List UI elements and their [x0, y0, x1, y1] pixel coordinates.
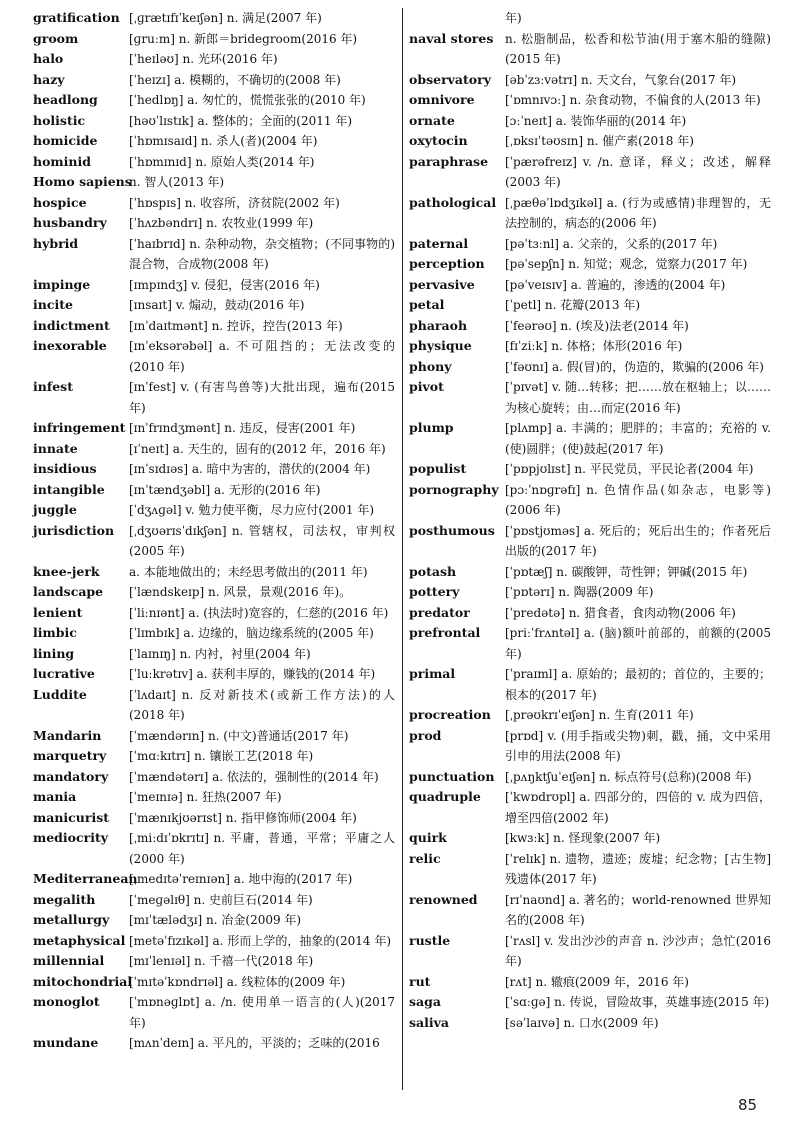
definition: [pəˈtɜːnl] a. 父亲的，父系的(2017 年): [505, 236, 718, 251]
headword: prod: [409, 727, 442, 743]
definition: [ˈpredətə] n. 猎食者，食肉动物(2006 年): [505, 605, 736, 620]
definition: [ˈlaɪnɪŋ] n. 内衬，衬里(2004 年): [129, 646, 311, 661]
definition: [ˌprəʊkrɪˈeɪʃən] n. 生育(2011 年): [505, 708, 694, 722]
definition: [ˌɡrætɪfɪˈkeɪʃən] n. 满足(2007 年): [129, 11, 322, 25]
headword: pervasive: [409, 276, 475, 292]
definition: [ˈmeɡəlɪθ] n. 史前巨石(2014 年): [129, 892, 313, 907]
glossary-entry: [409, 582, 771, 603]
glossary-entry: [409, 1013, 771, 1034]
headword: mediocrity: [33, 830, 108, 845]
glossary-entry: [33, 29, 395, 50]
left-column: [33, 8, 395, 1054]
headword: potash: [409, 563, 457, 579]
glossary-entry: [409, 295, 771, 316]
glossary-entry: [409, 623, 771, 664]
headword: groom: [33, 30, 79, 46]
glossary-entry: [409, 377, 771, 418]
definition: [əbˈzɜːvətrɪ] n. 天文台，气象台(2017 年): [505, 72, 737, 87]
glossary-entry: [33, 808, 395, 829]
definition: [plʌmp] a. 丰满的；肥胖的；丰富的；充裕的 v. (使)圆胖；(使)鼓起(2017 年): [505, 421, 771, 456]
glossary-entry: [33, 377, 395, 418]
headword: Mediterranean: [33, 871, 138, 886]
glossary-entry: [409, 29, 771, 70]
glossary-entry: [33, 828, 395, 869]
headword: manicurist: [33, 809, 110, 825]
headword: mundane: [33, 1035, 99, 1050]
definition: [ˈdʒʌɡəl] v. 勉力使平衡，尽力应付(2001 年): [129, 503, 375, 517]
glossary-entry: [33, 459, 395, 480]
headword: metaphysical: [33, 932, 126, 948]
headword: ornate: [409, 112, 455, 128]
glossary-entry: [33, 213, 395, 234]
definition: [ˈmeɪnɪə] n. 狂热(2007 年): [129, 790, 282, 804]
headword: innate: [33, 440, 78, 456]
headword: husbandry: [33, 215, 107, 230]
definition: [ɪnˈtændʒəbl] a. 无形的(2016 年): [129, 482, 321, 497]
headword: hybrid: [33, 235, 79, 251]
definition: [pəˈsepʃn] n. 知觉；观念，觉察力(2017 年): [505, 257, 748, 271]
headword: hospice: [33, 194, 87, 210]
headword: gratification: [33, 10, 120, 25]
definition: [ˈfeərəʊ] n. (埃及)法老(2014 年): [505, 318, 689, 333]
headword: impinge: [33, 276, 91, 292]
glossary-entry: [33, 869, 395, 890]
glossary-entry: [409, 131, 771, 152]
definition: [ˈhedlɒŋ] a. 匆忙的，慌慌张张的(2010 年): [129, 93, 366, 107]
glossary-entry: [409, 275, 771, 296]
definition: [ˈfəʊnɪ] a. 假(冒)的，伪造的，欺骗的(2006 年): [505, 359, 764, 374]
glossary-entry: [409, 787, 771, 828]
headword: perception: [409, 256, 485, 271]
definition: a. 本能地做出的；未经思考做出的(2011 年): [129, 564, 368, 579]
definition: [səˈlaɪvə] n. 口水(2009 年): [505, 1015, 659, 1030]
headword: monoglot: [33, 994, 100, 1009]
headword: observatory: [409, 71, 491, 87]
glossary-entry: [409, 521, 771, 562]
glossary-entry: [409, 849, 771, 890]
glossary-entry: [33, 992, 395, 1033]
definition: [ˈhʌzbəndrɪ] n. 农牧业(1999 年): [129, 216, 314, 230]
definition: [pəˈveɪsɪv] a. 普遍的，渗透的(2004 年): [505, 277, 726, 292]
glossary-entry: [409, 234, 771, 255]
definition: [ˈhɒspɪs] n. 收容所，济贫院(2002 年): [129, 195, 340, 210]
glossary-entry: [33, 623, 395, 644]
headword: mandatory: [33, 768, 109, 784]
headword: posthumous: [409, 522, 495, 538]
headword: punctuation: [409, 768, 495, 784]
definition: [ˈpærəfreɪz] v. /n. 意译，释义；改述，解释(2003 年): [505, 154, 771, 189]
headword: procreation: [409, 707, 491, 722]
glossary-entry: [33, 275, 395, 296]
glossary-entry: [409, 336, 771, 357]
headword: relic: [409, 850, 441, 866]
headword: halo: [33, 51, 64, 66]
glossary-entry: [409, 828, 771, 849]
definition: [ˈpɒtæʃ] n. 碳酸钾，苛性钾；钾碱(2015 年): [505, 564, 748, 579]
definition: [ɪnˈeksərəbəl] a. 不可阻挡的；无法改变的(2010 年): [129, 339, 395, 374]
definition: [ˈmænɪkjʊərɪst] n. 指甲修饰师(2004 年): [129, 810, 357, 825]
definition: [ˈpɒpjʊlɪst] n. 平民党员，平民论者(2004 年): [505, 462, 754, 476]
definition: [ˈmændətərɪ] a. 依法的，强制性的(2014 年): [129, 769, 379, 784]
glossary-entry: [33, 316, 395, 337]
definition: [ˈlɪmbɪk] a. 边缘的，脑边缘系统的(2005 年): [129, 626, 374, 640]
headword: physique: [409, 338, 472, 353]
glossary-entry: [33, 295, 395, 316]
glossary-entry: [409, 992, 771, 1013]
definition: [ˈpɪvət] v. 随…转移；把……放在枢轴上；以……为核心旋转；由…而定(2016 年): [505, 380, 771, 415]
definition: [ˈɒmnɪvɔː] n. 杂食动物，不偏食的人(2013 年): [505, 93, 761, 107]
definition: [priːˈfrʌntəl] a. (脑)额叶前部的，前额的(2005 年): [505, 626, 771, 661]
headword: incite: [33, 297, 73, 312]
headword: inexorable: [33, 338, 107, 353]
continued-text: 年): [505, 11, 522, 25]
headword: infringement: [33, 420, 126, 435]
glossary-entry: [409, 664, 771, 705]
definition: [ˈmɪtəˈkɒndrɪəl] a. 线粒体的(2009 年): [129, 974, 346, 989]
glossary-entry: [409, 418, 771, 459]
headword: primal: [409, 666, 456, 681]
headword: intangible: [33, 481, 105, 497]
glossary-entry: [33, 1033, 395, 1054]
headword: pivot: [409, 379, 444, 394]
glossary-entry: [33, 500, 395, 521]
definition: [ˈliːnɪənt] a. (执法时)宽容的，仁慈的(2016 年): [129, 605, 389, 620]
glossary-entry: [33, 972, 395, 993]
headword: homicide: [33, 133, 98, 148]
definition: [ɪnsaɪt] v. 煽动，鼓动(2016 年): [129, 298, 305, 312]
glossary-entry: [409, 480, 771, 521]
definition: [mʌnˈdeɪn] a. 平凡的，平淡的；乏味的(2016: [129, 1036, 380, 1050]
headword: paternal: [409, 235, 469, 251]
definition: [ˈheɪləʊ] n. 光环(2016 年): [129, 52, 278, 66]
definition: [mɪˈlenɪəl] n. 千禧一代(2018 年): [129, 954, 314, 968]
headword: quirk: [409, 830, 447, 845]
definition: [rʌt] n. 辙痕(2009 年，2016 年): [505, 974, 689, 989]
definition: n. 松脂制品，松香和松节油(用于塞木船的缝隙)(2015 年): [505, 31, 771, 66]
definition: [kwɜːk] n. 怪现象(2007 年): [505, 831, 661, 845]
glossary-entry: [33, 131, 395, 152]
glossary-entry: [33, 951, 395, 972]
headword: lenient: [33, 604, 83, 620]
glossary-entry: [409, 90, 771, 111]
glossary-entry: [33, 726, 395, 747]
glossary-entry: [33, 890, 395, 911]
headword: saga: [409, 994, 441, 1009]
glossary-entry: [33, 234, 395, 275]
headword: plump: [409, 420, 454, 435]
glossary-entry: [33, 439, 395, 460]
right-column: [409, 8, 771, 1033]
definition: [ˈmɑːkɪtrɪ] n. 镶嵌工艺(2018 年): [129, 749, 314, 763]
headword: Luddite: [33, 686, 87, 702]
headword: Homo sapiens: [33, 174, 132, 189]
definition: [ˌmiːdɪˈɒkrɪtɪ] n. 平庸，普通，平常；平庸之人(2000 年): [129, 831, 395, 866]
glossary-entry: [33, 111, 395, 132]
headword: phony: [409, 358, 452, 374]
headword: insidious: [33, 461, 97, 476]
headword: pottery: [409, 584, 460, 599]
definition: [ˈpetl] n. 花瓣(2013 年): [505, 298, 640, 312]
definition: [ɪnˈdaɪtmənt] n. 控诉，控告(2013 年): [129, 318, 343, 333]
definition: [ˌpʌŋktʃuˈeɪʃən] n. 标点符号(总称)(2008 年): [505, 769, 752, 784]
headword: juggle: [33, 502, 77, 517]
headword: renowned: [409, 891, 478, 907]
headword: hazy: [33, 71, 65, 87]
definition: [ˈkwɒdrʊpl] a. 四部分的，四倍的 v. 成为四倍，增至四倍(2002 年): [505, 790, 771, 825]
definition: [ˈpɒstjʊməs] a. 死后的；死后出生的；作者死后出版的(2017 年): [505, 523, 771, 558]
definition: [ˈhaɪbrɪd] n. 杂种动物，杂交植物；(不同事物的)混合物，合成物(2008 年): [129, 236, 395, 271]
definition: [ˈlændskeɪp] n. 风景，景观(2016 年)。: [129, 585, 352, 599]
glossary-entry: [409, 111, 771, 132]
definition: [ˌpæθəˈlɒdʒɪkəl] a. (行为或感情)非理智的，无法控制的，病态的(2006 年): [505, 195, 771, 230]
definition: [ɪnˈfrɪndʒmənt] n. 违反，侵害(2001 年): [129, 421, 356, 435]
glossary-entry: [33, 193, 395, 214]
glossary-entry: [409, 459, 771, 480]
glossary-entry: [33, 152, 395, 173]
definition: [prɒd] v. (用手指或尖物)刺，戳，捅，文中采用引申的用法(2008 年): [505, 728, 771, 763]
headword: pharaoh: [409, 317, 468, 333]
column-divider: [402, 8, 403, 1090]
definition: [ɔːˈneɪt] a. 装饰华丽的(2014 年): [505, 113, 687, 128]
glossary-entry: [33, 521, 395, 562]
headword: mitochondrial: [33, 973, 133, 989]
definition: [ɪmpɪndʒ] v. 侵犯，侵害(2016 年): [129, 277, 320, 292]
headword: petal: [409, 297, 445, 312]
headword: populist: [409, 461, 467, 476]
headword: pornography: [409, 481, 499, 497]
definition: [fɪˈziːk] n. 体格；体形(2016 年): [505, 339, 683, 353]
definition: n. 智人(2013 年): [129, 175, 225, 189]
headword: metallurgy: [33, 912, 110, 927]
glossary-entry: [33, 787, 395, 808]
glossary-entry: [409, 316, 771, 337]
headword: landscape: [33, 584, 104, 599]
headword: limbic: [33, 625, 77, 640]
headword: mania: [33, 789, 77, 804]
headword: predator: [409, 604, 470, 620]
definition: [ˌmedɪtəˈreɪnɪən] a. 地中海的(2017 年): [129, 872, 353, 886]
definition: [ˌdʒʊərɪsˈdɪkʃən] n. 管辖权，司法权，审判权(2005 年): [129, 523, 395, 558]
headword: millennial: [33, 953, 105, 968]
definition: [ɪnˈsɪdɪəs] a. 暗中为害的，潜伏的(2004 年): [129, 462, 371, 476]
headword: rustle: [409, 932, 451, 948]
definition: [ˈsɑːɡə] n. 传说，冒险故事，英雄事迹(2015 年): [505, 995, 770, 1009]
headword: indictment: [33, 317, 110, 333]
glossary-entry: [33, 418, 395, 439]
headword: headlong: [33, 92, 98, 107]
glossary-entry: [409, 890, 771, 931]
definition: [ˈrʌsl] v. 发出沙沙的声音 n. 沙沙声；急忙(2016 年): [505, 933, 771, 968]
headword: lining: [33, 645, 75, 661]
definition: [ˈluːkrətɪv] a. 获利丰厚的，赚钱的(2014 年): [129, 667, 376, 681]
definition: [ˈrelɪk] n. 遗物，遗迹；废墟；纪念物；[古生物]残遗体(2017 年): [505, 851, 771, 886]
headword: marquetry: [33, 748, 107, 763]
headword: lucrative: [33, 666, 95, 681]
definition: [ɪnˈfest] v. (有害鸟兽等)大批出现，遍布(2015 年): [129, 380, 395, 415]
glossary-entry: [33, 90, 395, 111]
glossary-entry: [409, 705, 771, 726]
glossary-entry: [409, 726, 771, 767]
headword: naval stores: [409, 30, 494, 46]
glossary-entry: [409, 562, 771, 583]
headword: saliva: [409, 1014, 449, 1030]
glossary-entry: [33, 603, 395, 624]
glossary-entry: [33, 336, 395, 377]
glossary-entry: [33, 767, 395, 788]
definition: [həʊˈlɪstɪk] a. 整体的；全面的(2011 年): [129, 113, 353, 128]
glossary-entry: [409, 972, 771, 993]
definition: [ˈhɒmɪsaɪd] n. 杀人(者)(2004 年): [129, 134, 318, 148]
headword: pathological: [409, 194, 497, 210]
headword: jurisdiction: [33, 522, 115, 538]
definition: [ˈlʌdaɪt] n. 反对新技术(或新工作方法)的人(2018 年): [129, 687, 395, 722]
definition: [mɪˈtælədʒɪ] n. 冶金(2009 年): [129, 913, 302, 927]
headword: holistic: [33, 112, 86, 128]
page-number: 85: [738, 1096, 758, 1114]
glossary-entry: [33, 562, 395, 583]
glossary-entry: [409, 931, 771, 972]
glossary-entry: [33, 910, 395, 931]
glossary-entry: [409, 193, 771, 234]
glossary-entry: [409, 152, 771, 193]
definition: [ˈpraɪml] a. 原始的；最初的；首位的，主要的；根本的(2017 年): [505, 667, 771, 702]
glossary-entry: [33, 172, 395, 193]
glossary-entry: [33, 480, 395, 501]
glossary-entry: [409, 767, 771, 788]
glossary-entry: [409, 70, 771, 91]
headword: rut: [409, 973, 431, 989]
headword: oxytocin: [409, 133, 468, 148]
headword: hominid: [33, 153, 91, 169]
definition: [ˈmændərɪn] n. (中文)普通话(2017 年): [129, 728, 349, 743]
definition: [ɡruːm] n. 新郎＝bridegroom(2016 年): [129, 31, 358, 46]
glossary-entry: [33, 664, 395, 685]
headword: knee-jerk: [33, 563, 100, 579]
definition: [ˈpɒtərɪ] n. 陶器(2009 年): [505, 585, 654, 599]
definition: [ɪˈneɪt] a. 天生的，固有的(2012 年，2016 年): [129, 441, 386, 456]
glossary-entry: [409, 254, 771, 275]
glossary-entry: [33, 582, 395, 603]
headword: Mandarin: [33, 727, 102, 743]
definition: [pɔːˈnɒɡrəfɪ] n. 色情作品(如杂志，电影等)(2006 年): [505, 482, 771, 517]
definition: [ˈmɒnəɡlɒt] a. /n. 使用单一语言的(人)(2017 年): [129, 995, 395, 1030]
glossary-entry: [33, 685, 395, 726]
definition: [ˌɒksɪˈtəʊsɪn] n. 催产素(2018 年): [505, 134, 694, 148]
glossary-entry: [33, 70, 395, 91]
headword: infest: [33, 379, 73, 394]
headword: prefrontal: [409, 625, 481, 640]
definition: [metəˈfɪzɪkəl] a. 形而上学的，抽象的(2014 年): [129, 933, 392, 948]
definition: [rɪˈnaʊnd] a. 著名的；world-renowned 世界知名的(2008 年): [505, 892, 771, 927]
definition: [ˈheɪzɪ] a. 模糊的，不确切的(2008 年): [129, 72, 341, 87]
definition: [ˈhɒmɪnɪd] n. 原始人类(2014 年): [129, 154, 315, 169]
headword: megalith: [33, 891, 96, 907]
headword: omnivore: [409, 92, 475, 107]
glossary-entry: [33, 644, 395, 665]
glossary-entry: [33, 746, 395, 767]
headword: quadruple: [409, 789, 481, 804]
glossary-entry: [409, 357, 771, 378]
headword: paraphrase: [409, 153, 489, 169]
glossary-entry: [33, 931, 395, 952]
glossary-entry: [33, 49, 395, 70]
glossary-entry: [409, 603, 771, 624]
glossary-entry: [33, 8, 395, 29]
